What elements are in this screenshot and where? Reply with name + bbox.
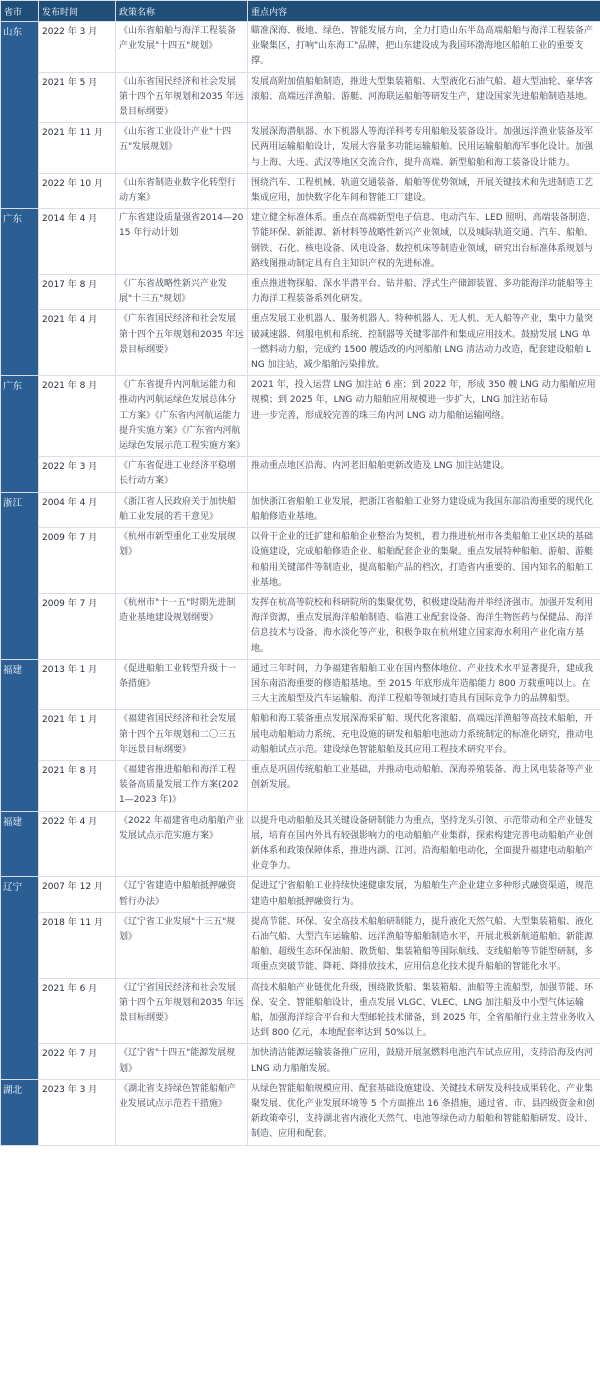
content-cell: 发展深海潜航器、水下机器人等海洋科考专用船舶及装备设计。加强远洋渔业装备及军民两用运输船舶设计，发展大容量多功能运输船舶、民用运输船舶海军事化设计。加强与上海、大连、武汉等地区交流合作，提升高端、新型船舶和海工装备设计能力。	[248, 123, 600, 174]
date-cell: 2022 年 10 月	[39, 173, 116, 208]
table-row	[1, 173, 600, 208]
table-row	[1, 72, 600, 123]
content-cell: 重点是巩固传统船舶工业基础，并推动电动船舶、深海养殖装备、海上风电装备等产业创新发展。	[248, 760, 600, 811]
table-row	[1, 912, 600, 978]
date-cell: 2021 年 8 月	[39, 760, 116, 811]
policy-name-cell: 《杭州市新型重化工业发展规划》	[116, 528, 248, 594]
header-date: 发布时间	[39, 1, 116, 22]
date-cell: 2004 年 4 月	[39, 492, 116, 527]
date-cell: 2021 年 11 月	[39, 123, 116, 174]
date-cell: 2021 年 4 月	[39, 310, 116, 376]
date-cell: 2023 年 3 月	[39, 1079, 116, 1145]
table-row	[1, 877, 600, 912]
policy-name-cell: 《广东省促进工业经济平稳增长行动方案》	[116, 457, 248, 492]
policy-name-cell: 《福建省国民经济和社会发展第十四个五年规划和二〇三五年远景目标纲要》	[116, 710, 248, 761]
content-cell: 高技术船舶产业链优化升级，围绕散货船、集装箱船、油船等主流船型，加强节能、环保、安全、智能船舶设计，重点发展 VLGC、VLEC、LNG 加注船及中小型气体运输船，加强海洋综合平台和大型邮轮技术储备，到 2025 年，全省船舶行业主营业务收入达到 800 亿元，本地配套率达到 50%以上。	[248, 978, 600, 1044]
table-row	[1, 811, 600, 877]
table-row	[1, 528, 600, 594]
table-row	[1, 1044, 600, 1079]
province-cell: 福建	[1, 659, 39, 811]
content-cell: 重点推进物探船、深水半潜平台、钻井船、浮式生产储卸装置、多功能海洋功能船等主力海洋工程装备系列化研发。	[248, 275, 600, 310]
policy-name-cell: 《山东省工业设计产业"十四五"发展规划》	[116, 123, 248, 174]
header-policy-name: 政策名称	[116, 1, 248, 22]
policy-name-cell: 《浙江省人民政府关于加快船舶工业发展的若干意见》	[116, 492, 248, 527]
header-key-content: 重点内容	[248, 1, 600, 22]
content-cell: 通过三年时间，力争福建省船舶工业在国内整体地位、产业技术水平显著提升，建成我国东南沿海重要的修造船基地。至 2015 年底形成年造船能力 800 万载重吨以上。在三大主流船型及汽车运输船、海洋工程船等领域打造具有国际竞争力的品牌船型。	[248, 659, 600, 710]
province-cell: 辽宁	[1, 877, 39, 1079]
content-cell: 以骨干企业的迁扩建和船舶企业整治为契机，着力推进杭州市各类船舶工业区块的基础设施建设，完成船舶修造企业、船舶配套企业的集聚。重点发展特种船舶、游船、游艇和船用关键部件等制造业，提高船舶产品的档次，打造省内重要的、国内知名的船舶工业基地。	[248, 528, 600, 594]
date-cell: 2013 年 1 月	[39, 659, 116, 710]
policy-name-cell: 《广东省提升内河航运能力和推动内河航运绿色发展总体分工方案》《广东省内河航运能力提升实施方案》《广东省内河航运绿色发展示范工程实施方案》	[116, 376, 248, 457]
policy-name-cell: 《山东省国民经济和社会发展第十四个五年规划和2035 年远景目标纲要》	[116, 72, 248, 123]
policy-name-cell: 《山东省船舶与海洋工程装备产业发展"十四五"规划》	[116, 22, 248, 73]
policy-name-cell: 《促进船舶工业转型升级十一条措施》	[116, 659, 248, 710]
content-cell: 加快清洁能源运输装备推广应用，鼓励开展氢燃料电池汽车试点应用，支持沿海及内河 LNG 动力船舶发展。	[248, 1044, 600, 1079]
content-cell: 建立健全标准体系。重点在高端新型电子信息、电动汽车、LED 照明、高端装备制造、节能环保、新能源、新材料等战略性新兴产业领域，以及城际轨道交通、汽车、船舶、钢铁、石化、核电设备、风电设备、数控机床等制造业领域，研究出台标准体系规划与路线图推动制定具有自主知识产权的先进标准。	[248, 209, 600, 275]
policy-name-cell: 《福建省推进船舶和海洋工程装备高质量发展工作方案(2021—2023 年)》	[116, 760, 248, 811]
province-cell: 湖北	[1, 1079, 39, 1145]
table-row	[1, 22, 600, 73]
date-cell: 2009 年 7 月	[39, 593, 116, 659]
policy-name-cell: 《2022 年福建省电动船舶产业发展试点示范实施方案》	[116, 811, 248, 877]
content-cell: 促进辽宁省船舶工业持续快速健康发展，为船舶生产企业建立多种形式融资渠道，规范建造中船舶抵押融资行为。	[248, 877, 600, 912]
province-cell: 广东	[1, 376, 39, 492]
date-cell: 2007 年 12 月	[39, 877, 116, 912]
policy-name-cell: 《广东省战略性新兴产业发展"十三五"规划》	[116, 275, 248, 310]
table-row	[1, 310, 600, 376]
table-row	[1, 760, 600, 811]
province-cell: 广东	[1, 209, 39, 376]
table-row	[1, 1079, 600, 1145]
content-cell: 船舶和海工装备重点发展深海采矿船、现代化客滚船、高端远洋渔船等高技术船舶，开展电动船舶动力系统、充电设施的研发和船舶电池动力系统制定的标准化研究，推动电动船舶试点示范。建设绿色智能船舶及其应用工程技术研究平台。	[248, 710, 600, 761]
date-cell: 2022 年 3 月	[39, 457, 116, 492]
table-row	[1, 457, 600, 492]
date-cell: 2018 年 11 月	[39, 912, 116, 978]
policy-name-cell: 广东省建设质量强省2014—2015 年行动计划	[116, 209, 248, 275]
province-cell: 山东	[1, 22, 39, 209]
policy-name-cell: 《辽宁省工业发展"十三五"规划》	[116, 912, 248, 978]
policy-name-cell: 《杭州市"十一五"时期先进制造业基地建设规划纲要》	[116, 593, 248, 659]
province-cell: 福建	[1, 811, 39, 877]
content-cell: 以提升电动船舶及其关键设备研制能力为重点，坚持龙头引领、示范带动和全产业链发展，培育在国内外具有较强影响力的电动船舶产业集群，探索构建完善电动船舶产业创新体系和政策保障体系，推进内湖、江河、沿海船舶电动化，全面提升福建电动船舶产业竞争力。	[248, 811, 600, 877]
date-cell: 2009 年 7 月	[39, 528, 116, 594]
header-province: 省市	[1, 1, 39, 22]
date-cell: 2014 年 4 月	[39, 209, 116, 275]
date-cell: 2022 年 4 月	[39, 811, 116, 877]
content-cell: 发挥在杭高等院校和科研院所的集聚优势，积极建设陆海并举经济强市。加强开发利用海洋资源，重点发展海洋船舶制造、临港工业配套设备、海洋生物医药与保健品、海洋信息技术与设备、海水淡化等产业，积极争取在杭州建立国家海水利用产业化南方基地。	[248, 593, 600, 659]
table-row	[1, 593, 600, 659]
content-cell: 2021 年，投入运营 LNG 加注站 6 座；到 2022 年，形成 350 艘 LNG 动力船舶应用规模；到 2025 年，LNG 动力船舶应用规模进一步扩大，LNG 加注站布局 进一步完善，形成较完善的珠三角内河 LNG 动力船舶运输网络。	[248, 376, 600, 457]
table-row	[1, 710, 600, 761]
table-row	[1, 376, 600, 457]
table-row	[1, 659, 600, 710]
policy-name-cell: 《广东省国民经济和社会发展第十四个五年规划和2035 年远景目标纲要》	[116, 310, 248, 376]
content-cell: 从绿色智能船舶规模应用、配套基础设施建设、关键技术研发及科技成果转化、产业集聚发展、优化产业发展环境等 5 个方面推出 16 条措施，通过省、市、县四级资金和创新政策牵引，支持湖北省内液化天然气、电池等绿色动力船舶和智能船舶研发、设计、制造、应用和配套。	[248, 1079, 600, 1145]
date-cell: 2021 年 8 月	[39, 376, 116, 457]
policy-name-cell: 《辽宁省国民经济和社会发展第十四个五年规划和2035 年远景目标纲要》	[116, 978, 248, 1044]
policy-name-cell: 《山东省制造业数字化转型行动方案》	[116, 173, 248, 208]
date-cell: 2022 年 7 月	[39, 1044, 116, 1079]
date-cell: 2022 年 3 月	[39, 22, 116, 73]
policy-name-cell: 《辽宁省"十四五"能源发展规划》	[116, 1044, 248, 1079]
content-cell: 提高节能、环保、安全高技术船舶研制能力，提升液化天然气船、大型集装箱船、液化石油气船、大型汽车运输船、远洋渔船等船舶制造水平，开展北极新航道船舶、新能源船舶、超级生态环保油船、散货船、集装箱船等国际航线、支线船舶等节能型研制，多项重点突破节能、降耗、降排放技术，应用信息化技术提升船舶的智能化水平。	[248, 912, 600, 978]
province-cell: 浙江	[1, 492, 39, 659]
content-cell: 瞄准深海、极地、绿色、智能发展方向，全力打造山东半岛高端船舶与海洋工程装备产业聚集区，打响"山东海工"品牌，把山东建设成为我国环渤海地区船舶工业的重要支撑。	[248, 22, 600, 73]
table-row	[1, 123, 600, 174]
table-row	[1, 209, 600, 275]
policy-name-cell: 《湖北省支持绿色智能船舶产业发展试点示范若干措施》	[116, 1079, 248, 1145]
date-cell: 2021 年 6 月	[39, 978, 116, 1044]
table-header-row	[1, 1, 600, 22]
content-cell: 围绕汽车、工程机械、轨道交通装备、船舶等优势领域，开展关键技术和先进制造工艺集成应用，加快数字化车间和智能工厂建设。	[248, 173, 600, 208]
content-cell: 加快浙江省船舶工业发展，把浙江省船舶工业努力建设成为我国东部沿海重要的现代化船舶修造业基地。	[248, 492, 600, 527]
policy-name-cell: 《辽宁省建造中船舶抵押融资暂行办法》	[116, 877, 248, 912]
date-cell: 2021 年 1 月	[39, 710, 116, 761]
date-cell: 2017 年 8 月	[39, 275, 116, 310]
date-cell: 2021 年 5 月	[39, 72, 116, 123]
content-cell: 发展高附加值船舶制造，推进大型集装箱船、大型液化石油气船、超大型油轮、豪华客滚船、高端远洋渔船、游艇、河海联运船舶等研发生产，建设国家先进船舶制造基地。	[248, 72, 600, 123]
table-row	[1, 275, 600, 310]
table-row	[1, 492, 600, 527]
table-row	[1, 978, 600, 1044]
content-cell: 重点发展工业机器人、服务机器人、特种机器人、无人机、无人船等产业，集中力量突破减速器、伺服电机和系统、控制器等关键零部件和集成应用技术。鼓励发展 LNG 单一燃料动力船，完成约 1500 艘适改的内河船舶 LNG 清洁动力改造，配套建设船舶 LNG 加注站，减少船舶污染排放。	[248, 310, 600, 376]
content-cell: 推动重点地区沿海、内河老旧船舶更新改造及 LNG 加注站建设。	[248, 457, 600, 492]
